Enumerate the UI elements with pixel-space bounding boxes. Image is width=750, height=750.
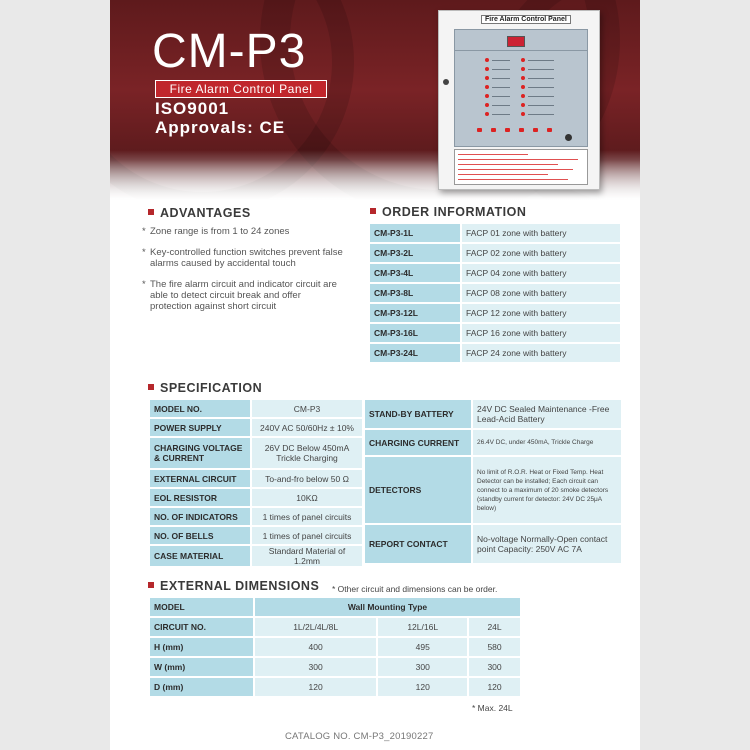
panel-divider: [455, 50, 587, 51]
table-row: CIRCUIT NO. 1L/2L/4L/8L 12L/16L 24L: [150, 618, 520, 636]
led-icon: [521, 94, 525, 98]
led-icon: [485, 76, 489, 80]
asterisk-icon: *: [142, 247, 146, 258]
asterisk-icon: *: [142, 226, 146, 237]
bullet-square-icon: [370, 208, 376, 214]
table-row: W (mm) 300 300 300: [150, 658, 520, 676]
led-icon: [521, 76, 525, 80]
led-label-line: [528, 114, 554, 115]
table-row: CM-P3-4L FACP 04 zone with battery: [370, 264, 620, 282]
table-row: CHARGING CURRENT 26.4V DC, under 450mA, Trickle Charge: [365, 430, 621, 455]
led-icon: [521, 67, 525, 71]
display-icon: [507, 36, 525, 47]
table-row: STAND-BY BATTERY 24V DC Sealed Maintenance -Free Lead-Acid Battery: [365, 400, 621, 428]
table-row: CM-P3-16L FACP 16 zone with battery: [370, 324, 620, 342]
table-row: POWER SUPPLY 240V AC 50/60Hz ± 10%: [150, 419, 362, 436]
led-label-line: [528, 69, 554, 70]
key-switch-icon: [565, 134, 572, 141]
led-label-line: [492, 105, 510, 106]
table-row: CHARGING VOLTAGE & CURRENT 26V DC Below 450mA Trickle Charging: [150, 438, 362, 468]
table-row: CM-P3-2L FACP 02 zone with battery: [370, 244, 620, 262]
product-subtitle: Fire Alarm Control Panel: [155, 80, 327, 98]
table-row: NO. OF INDICATORS 1 times of panel circuits: [150, 508, 362, 525]
led-icon: [485, 112, 489, 116]
table-row: CM-P3-12L FACP 12 zone with battery: [370, 304, 620, 322]
table-row: EOL RESISTOR 10KΩ: [150, 489, 362, 506]
button-icon: [519, 128, 524, 132]
panel-warning-label: [454, 149, 588, 185]
button-icon: [533, 128, 538, 132]
bullet-square-icon: [148, 384, 154, 390]
order-table: [368, 222, 622, 364]
button-icon: [491, 128, 496, 132]
led-icon: [485, 103, 489, 107]
dimensions-note: * Other circuit and dimensions can be order.: [332, 584, 498, 594]
table-row: DETECTORS No limit of R.O.R. Heat or Fixed Temp. Heat Detector can be installed; Each circuit can connect to a maximum of 20 smoke detectors (standby current for detector: 24V DC 25μA below): [365, 457, 621, 523]
advantage-item: * Key-controlled function switches prevent false alarms caused by accidental touch: [142, 247, 343, 269]
table-row: H (mm) 400 495 580: [150, 638, 520, 656]
led-label-line: [528, 105, 554, 106]
model-title: CM-P3: [152, 25, 307, 78]
led-icon: [521, 103, 525, 107]
led-label-line: [528, 96, 554, 97]
button-icon: [505, 128, 510, 132]
led-icon: [485, 94, 489, 98]
panel-face: [454, 29, 588, 147]
led-label-line: [528, 78, 554, 79]
table-row: CM-P3-8L FACP 08 zone with battery: [370, 284, 620, 302]
panel-label: Fire Alarm Control Panel: [481, 15, 571, 24]
led-label-line: [492, 60, 510, 61]
button-icon: [547, 128, 552, 132]
table-row: D (mm) 120 120 120: [150, 678, 520, 696]
led-label-line: [528, 60, 554, 61]
specification-heading: SPECIFICATION: [148, 381, 262, 395]
bullet-square-icon: [148, 209, 154, 215]
led-icon: [485, 85, 489, 89]
led-icon: [521, 85, 525, 89]
control-panel-image: [438, 10, 600, 190]
order-heading: ORDER INFORMATION: [370, 205, 526, 219]
table-row: CM-P3-1L FACP 01 zone with battery: [370, 224, 620, 242]
iso-certification: ISO9001: [155, 99, 230, 118]
table-row: MODEL NO. CM-P3: [150, 400, 362, 417]
asterisk-icon: *: [142, 279, 146, 290]
led-icon: [521, 58, 525, 62]
dimensions-table: [148, 596, 522, 698]
led-label-line: [492, 78, 510, 79]
bullet-square-icon: [148, 582, 154, 588]
led-label-line: [492, 96, 510, 97]
dimensions-heading: EXTERNAL DIMENSIONS: [148, 579, 319, 593]
hero-banner: [110, 0, 640, 200]
advantage-item: * The fire alarm circuit and indicator circuit are able to detect circuit break and offer protection against short circuit: [142, 279, 337, 312]
spec-table-left: [148, 398, 364, 568]
led-label-line: [528, 87, 554, 88]
table-row: EXTERNAL CIRCUIT To-and-fro below 50 Ω: [150, 470, 362, 487]
table-row: CASE MATERIAL Standard Material of 1.2mm: [150, 546, 362, 566]
led-icon: [485, 58, 489, 62]
table-row: CM-P3-24L FACP 24 zone with battery: [370, 344, 620, 362]
table-row: MODEL Wall Mounting Type: [150, 598, 520, 616]
led-label-line: [492, 114, 510, 115]
led-icon: [485, 67, 489, 71]
catalog-sheet: [110, 0, 640, 750]
led-label-line: [492, 87, 510, 88]
max-note: * Max. 24L: [472, 703, 513, 713]
catalog-number: CATALOG NO. CM-P3_20190227: [285, 731, 434, 742]
led-label-line: [492, 69, 510, 70]
advantage-item: * Zone range is from 1 to 24 zones: [142, 226, 290, 237]
advantages-heading: ADVANTAGES: [148, 206, 251, 220]
table-row: NO. OF BELLS 1 times of panel circuits: [150, 527, 362, 544]
table-row: REPORT CONTACT No-voltage Normally-Open contact point Capacity: 250V AC 7A: [365, 525, 621, 563]
lock-icon: [443, 79, 449, 85]
spec-table-right: [363, 398, 623, 565]
led-icon: [521, 112, 525, 116]
button-icon: [477, 128, 482, 132]
approvals-label: Approvals: CE: [155, 118, 286, 137]
